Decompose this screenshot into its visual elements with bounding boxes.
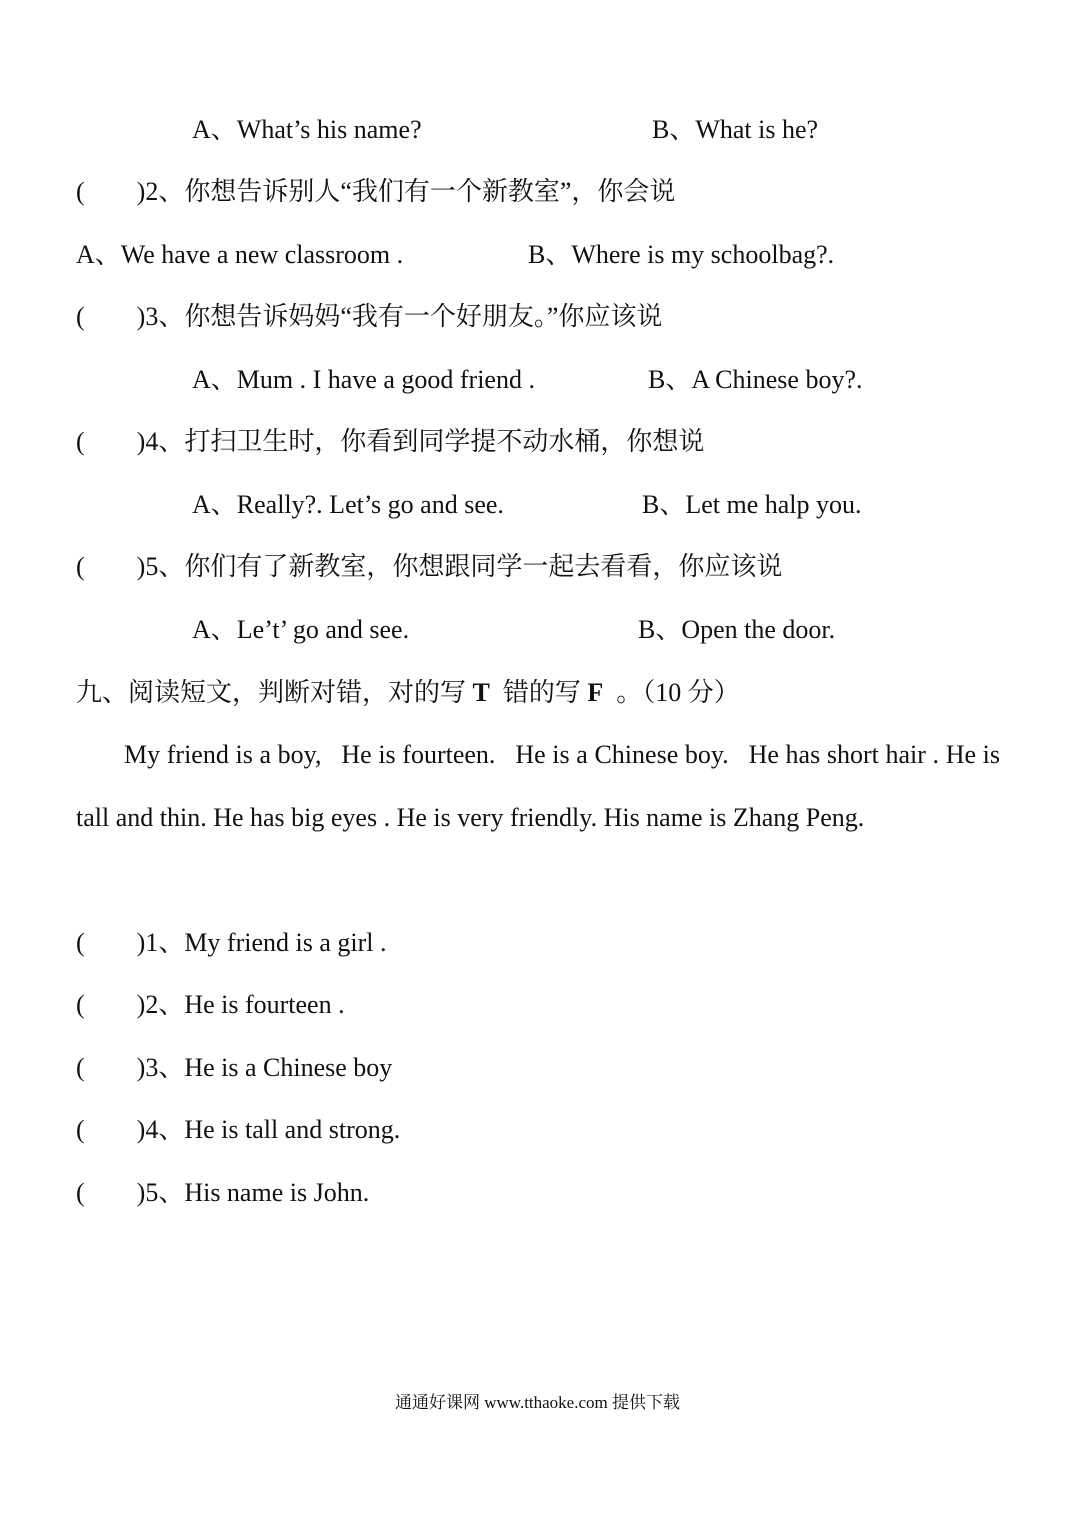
q1-option-b: B、What is he? xyxy=(652,115,819,144)
q2-option-b: B、Where is my schoolbag?. xyxy=(528,240,835,269)
tf-item-5: ( )5、His name is John. xyxy=(76,1178,370,1207)
section-9-heading-t: T xyxy=(472,678,490,707)
q3-stem: ( )3、你想告诉妈妈“我有一个好朋友。”你应该说 xyxy=(76,302,663,331)
q4-option-b: B、Let me halp you. xyxy=(642,490,862,519)
q4-stem: ( )4、打扫卫生时，你看到同学提不动水桶，你想说 xyxy=(76,427,705,456)
tf-item-1: ( )1、My friend is a girl . xyxy=(76,928,387,957)
tf-item-3: ( )3、He is a Chinese boy xyxy=(76,1053,393,1082)
q4-option-a: A、Really?. Let’s go and see. xyxy=(192,490,504,519)
tf-item-2: ( )2、He is fourteen . xyxy=(76,990,345,1019)
section-9-heading-f: F xyxy=(587,678,604,707)
q5-option-a: A、Le’t’ go and see. xyxy=(192,615,410,644)
q2-stem: ( )2、你想告诉别人“我们有一个新教室”，你会说 xyxy=(76,177,676,206)
q5-option-b: B、Open the door. xyxy=(638,615,836,644)
section-9-heading-suffix: 。（10 分） xyxy=(603,678,740,707)
section-9-heading-prefix: 九、阅读短文，判断对错，对的写 xyxy=(76,678,473,707)
tf-item-4: ( )4、He is tall and strong. xyxy=(76,1115,401,1144)
section-9-heading-mid: 错的写 xyxy=(489,678,588,707)
q1-option-a: A、What’s his name? xyxy=(192,115,422,144)
q3-option-b: B、A Chinese boy?. xyxy=(648,365,863,394)
q5-stem: ( )5、你们有了新教室，你想跟同学一起去看看，你应该说 xyxy=(76,552,783,581)
page-footer: 通通好课网 www.tthaoke.com 提供下载 xyxy=(394,1393,681,1412)
q3-option-a: A、Mum . I have a good friend . xyxy=(192,365,535,394)
reading-passage: My friend is a boy, He is fourteen. He is a Chinese boy. He has short hair . He is tall and thin. He has big eyes . He is very friendly. His name is Zhang Peng. xyxy=(76,740,1007,832)
q2-option-a: A、We have a new classroom . xyxy=(76,240,404,269)
section-9-heading xyxy=(76,676,740,710)
